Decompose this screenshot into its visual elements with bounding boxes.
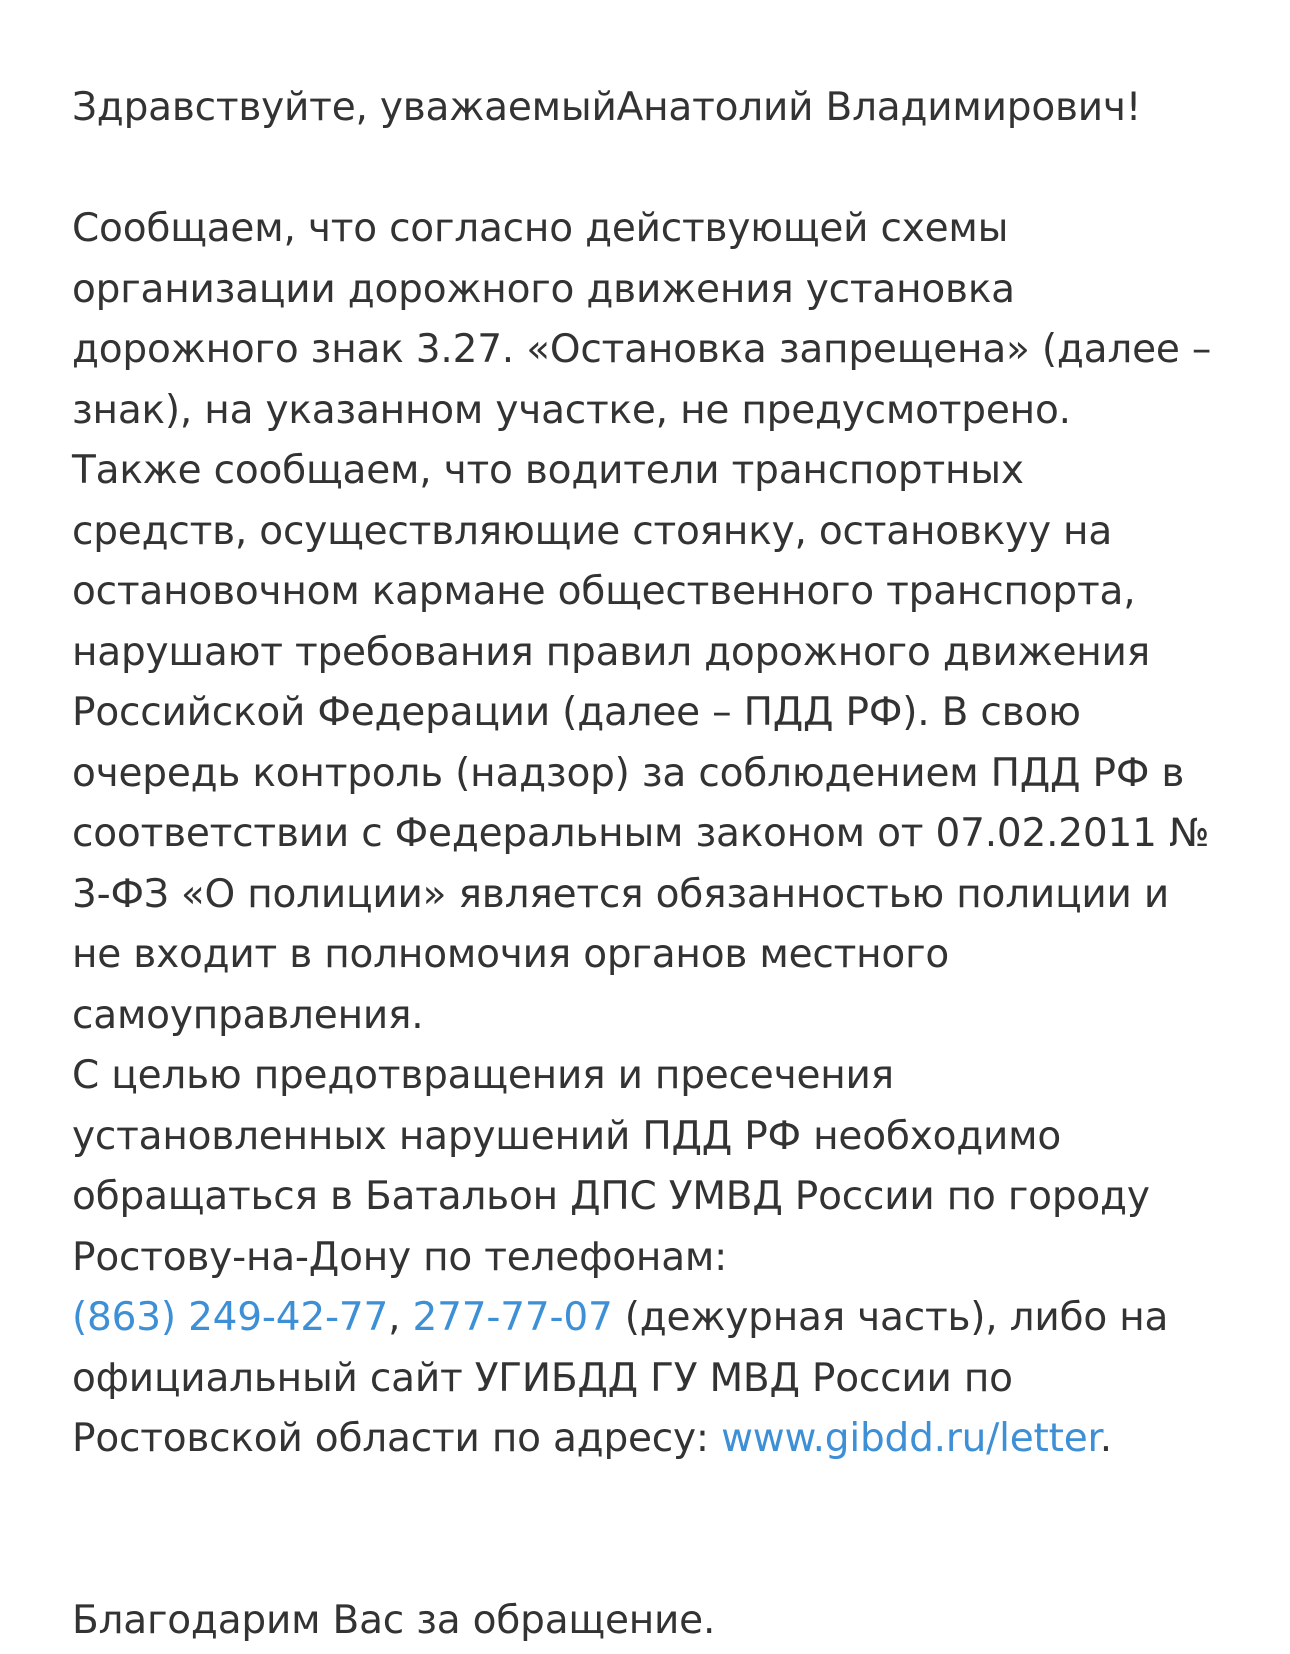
- phone-link-2[interactable]: 277-77-07: [412, 1295, 613, 1340]
- paragraph-line: нарушают требования правил дорожного движения: [72, 629, 1150, 675]
- paragraph-line: Ростову-на-Дону по телефонам:: [72, 1234, 728, 1280]
- paragraph-line: средств, осуществляющие стоянку, остановкуу на: [72, 508, 1113, 554]
- phone-link-1[interactable]: (863) 249-42-77: [72, 1295, 389, 1340]
- paragraph-gap: [72, 139, 1252, 200]
- paragraph-line: самоуправления.: [72, 992, 424, 1038]
- paragraph-line: знак), на указанном участке, не предусмотрено.: [72, 387, 1071, 433]
- paragraph-line: не входит в полномочия органов местного: [72, 932, 950, 977]
- paragraph-line: остановочном кармане общественного транспорта,: [72, 569, 1136, 614]
- address-line: [72, 1409, 1252, 1470]
- paragraph-line: Российской Федерации (далее – ПДД РФ). В свою: [72, 690, 1081, 735]
- paragraph-line: соответствии с Федеральным законом от 07.02.2011 №: [72, 811, 1210, 856]
- paragraph-line: официальный сайт УГИБДД ГУ МВД России по: [72, 1355, 1013, 1401]
- paragraph-line: С целью предотвращения и пресечения: [72, 1053, 894, 1098]
- address-suffix: .: [1099, 1416, 1112, 1461]
- paragraph-line: Сообщаем, что согласно действующей схемы: [72, 206, 1009, 251]
- closing-gap: [72, 1470, 1252, 1591]
- paragraph-line: обращаться в Батальон ДПС УМВД России по городу: [72, 1174, 1150, 1219]
- greeting: Здравствуйте, уважаемыйАнатолий Владимирович!: [72, 85, 1142, 130]
- paragraph-line: 3-ФЗ «О полиции» является обязанностью полиции и: [72, 871, 1170, 917]
- website-link[interactable]: www.gibdd.ru/letter: [721, 1416, 1100, 1461]
- letter-body: [72, 78, 1252, 1651]
- closing-line: Благодарим Вас за обращение.: [72, 1597, 716, 1643]
- duty-text: (дежурная часть), либо на: [612, 1295, 1169, 1340]
- paragraph-line: очередь контроль (надзор) за соблюдением ПДД РФ в: [72, 750, 1185, 796]
- phone-separator: ,: [388, 1295, 413, 1340]
- paragraph-line: Также сообщаем, что водители транспортных: [72, 448, 1024, 493]
- phones-line: [72, 1288, 1252, 1349]
- paragraph-line: установленных нарушений ПДД РФ необходимо: [72, 1113, 1062, 1159]
- paragraph-line: организации дорожного движения установка: [72, 266, 1015, 312]
- paragraph-line: дорожного знак 3.27. «Остановка запрещена» (далее –: [72, 327, 1212, 372]
- address-prefix: Ростовской области по адресу:: [72, 1416, 722, 1461]
